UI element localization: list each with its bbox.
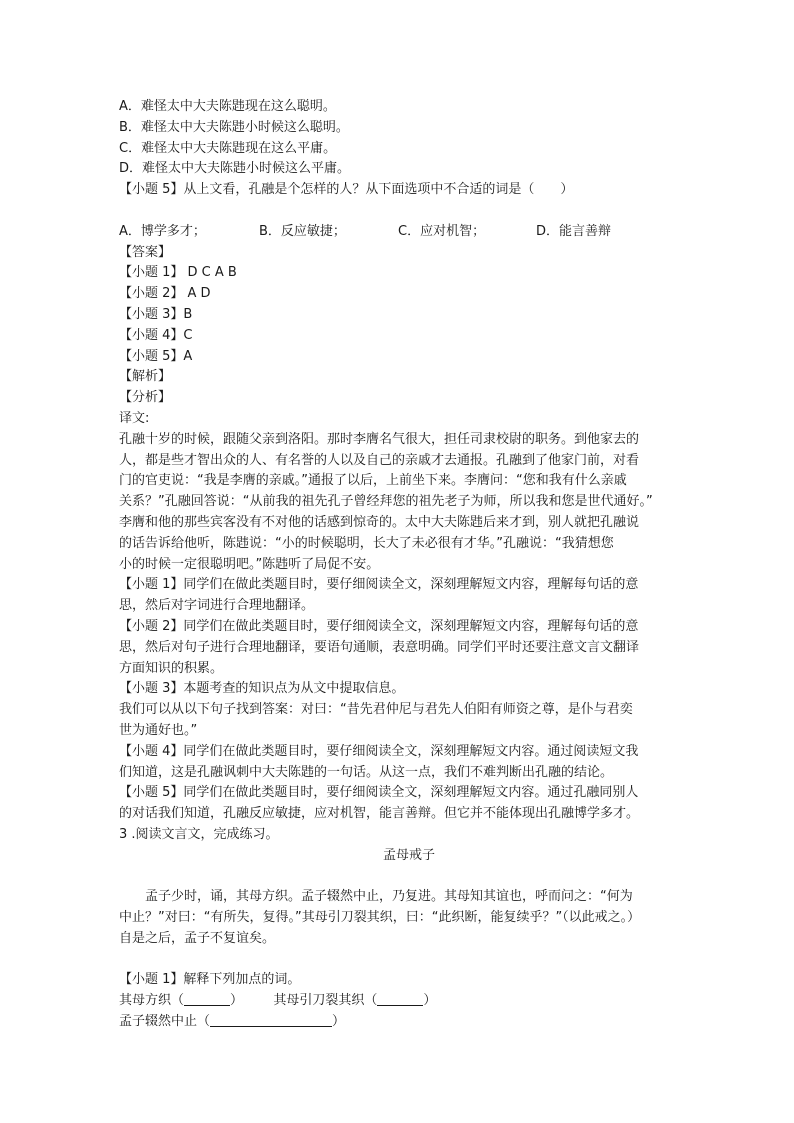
q4-option-c: C．难怪太中大夫陈韪现在这么平庸。 — [119, 140, 337, 156]
explanation-1 — [119, 575, 679, 617]
explanation-line: 们知道，这是孔融讽刺中大夫陈韪的一句话。从这一点，我们不难判断出孔融的结论。 — [119, 764, 614, 780]
passage-paragraph — [119, 887, 679, 949]
q5-option-d: D．能言善辩 — [536, 223, 612, 239]
explanation-line: 的对话我们知道，孔融反应敏捷，应对机智，能言善辩。但它并不能体现出孔融博学多才。 — [119, 806, 640, 822]
q4-option-d: D．难怪太中大夫陈韪小时候这么平庸。 — [119, 161, 351, 177]
translation-line: 人，都是些才智出众的人、有名誉的人以及自己的亲戚才去通报。孔融到了他家门前，对看 — [119, 452, 640, 468]
answer-blank-3[interactable] — [210, 1012, 332, 1027]
passage-line: 自是之后，孟子不复谊矣。 — [119, 930, 276, 946]
explanation-line: 同学们在做此类题目时，要仔细阅读全文，深刻理解短文内容，理解每句话的意 — [183, 618, 639, 634]
explanation-prefix: 【小题 3】 — [119, 681, 184, 697]
item-label: 其母引刀裂其织（ — [273, 993, 378, 1009]
q4-option-b: B．难怪太中大夫陈韪小时候这么聪明。 — [119, 119, 349, 135]
translation-line: 小的时候一定很聪明吧。”陈韪听了局促不安。 — [119, 556, 380, 572]
answer-5: 【小题 5】A — [119, 348, 193, 364]
s3-q1-row-1 — [119, 991, 679, 1012]
q4-options — [119, 97, 679, 180]
q5-option-c: C．应对机智； — [398, 223, 486, 239]
explanation-2 — [119, 617, 679, 679]
s3-q1-row-2 — [119, 1012, 679, 1033]
document-page — [119, 97, 679, 1033]
answer-header: 【答案】 — [119, 244, 172, 260]
explanation-line: 同学们在做此类题目时，要仔细阅读全文，深刻理解短文内容。通过孔融同别人 — [183, 785, 639, 801]
explanation-line: 方面知识的积累。 — [119, 660, 224, 676]
explanation-3 — [119, 679, 679, 741]
translation-line: 门的官吏说：“我是李膺的亲戚。”通报了以后，上前坐下来。李膺问：“您和我有什么亲戚 — [119, 473, 627, 489]
translation-paragraph — [119, 430, 679, 576]
spacer — [119, 201, 679, 222]
translation-line: 关系？”孔融回答说：“从前我的祖先孔子曾经拜您的祖先老子为师，所以我和您是世代通好。” — [119, 494, 653, 510]
answer-blank-1[interactable] — [184, 991, 230, 1006]
explanation-line: 我们可以从以下句子找到答案：对曰：“昔先君仲尼与君先人伯阳有师资之尊，是仆与君奕 — [119, 702, 633, 718]
explanation-prefix: 【小题 1】 — [119, 577, 184, 593]
s3-q1-prefix: 【小题 1】 — [119, 972, 184, 988]
answer-4: 【小题 4】C — [119, 327, 193, 343]
q5-option-b: B．反应敏捷； — [259, 223, 346, 239]
explanation-prefix: 【小题 4】 — [119, 743, 184, 759]
item-close: ） — [423, 993, 437, 1009]
explanation-prefix: 【小题 2】 — [119, 618, 184, 634]
translation-line: 李膺和他的那些宾客没有不对他的话感到惊奇的。太中大夫陈韪后来才到，别人就把孔融说 — [119, 514, 640, 530]
q5-prefix: 【小题 5】 — [119, 182, 184, 198]
answer-list — [119, 263, 679, 367]
explanation-line: 世为通好也。” — [119, 722, 198, 738]
passage-line: 中止？”对曰：“有所失，复得。”其母引刀裂其织，曰：“此织断，能复续乎？”（以此戒之。） — [119, 910, 641, 926]
answer-1: 【小题 1】 D C A B — [119, 265, 237, 281]
spacer — [119, 866, 679, 887]
item-label: 孟子辍然中止（ — [119, 1014, 211, 1030]
explanation-line: 同学们在做此类题目时，要仔细阅读全文，深刻理解短文内容。通过阅读短文我 — [183, 743, 639, 759]
explanation-line: 思，然后对句子进行合理地翻译，要语句通顺，表意明确。同学们平时还要注意文言文翻译 — [119, 639, 640, 655]
passage-line: 孟子少时，诵，其母方织。孟子辍然中止，乃复进。其母知其谊也，呼而问之：“何为 — [145, 889, 633, 905]
analysis-header: 【解析】 — [119, 369, 172, 385]
passage-title: 孟母戒子 — [382, 847, 435, 863]
explanation-line: 本题考查的知识点为从文中提取信息。 — [183, 681, 405, 697]
explanation-prefix: 【小题 5】 — [119, 785, 184, 801]
q5-text: 从上文看，孔融是个怎样的人？从下面选项中不合适的词是（ ） — [183, 182, 574, 198]
s3-q1 — [119, 970, 679, 991]
s3-q1-text: 解释下列加点的词。 — [183, 972, 301, 988]
explanation-4 — [119, 742, 679, 784]
q5-options — [119, 222, 679, 243]
q5-question — [119, 180, 679, 201]
translation-label: 译文: — [119, 410, 150, 426]
explanation-5 — [119, 783, 679, 825]
item-label: 其母方织（ — [119, 993, 185, 1009]
item-close: ） — [332, 1014, 346, 1030]
q5-option-a: A．博学多才； — [119, 223, 206, 239]
q4-option-a: A．难怪太中大夫陈韪现在这么聪明。 — [119, 99, 336, 114]
section3-heading: 3 .阅读文言文，完成练习。 — [119, 826, 279, 842]
answer-blank-2[interactable] — [377, 991, 423, 1006]
item-close: ） — [230, 993, 244, 1009]
answer-2: 【小题 2】 A D — [119, 286, 211, 302]
translation-line: 孔融十岁的时候，跟随父亲到洛阳。那时李膺名气很大，担任司隶校尉的职务。到他家去的 — [119, 431, 640, 447]
fenxi-header: 【分析】 — [119, 390, 172, 406]
translation-line: 的话告诉给他听，陈韪说：“小的时候聪明，长大了未必很有才华。”孔融说：“我猜想您 — [119, 535, 614, 551]
answer-3: 【小题 3】B — [119, 306, 193, 322]
spacer — [119, 950, 679, 971]
explanation-line: 同学们在做此类题目时，要仔细阅读全文，深刻理解短文内容，理解每句话的意 — [183, 577, 639, 593]
explanation-line: 思，然后对字词进行合理地翻译。 — [119, 598, 315, 614]
